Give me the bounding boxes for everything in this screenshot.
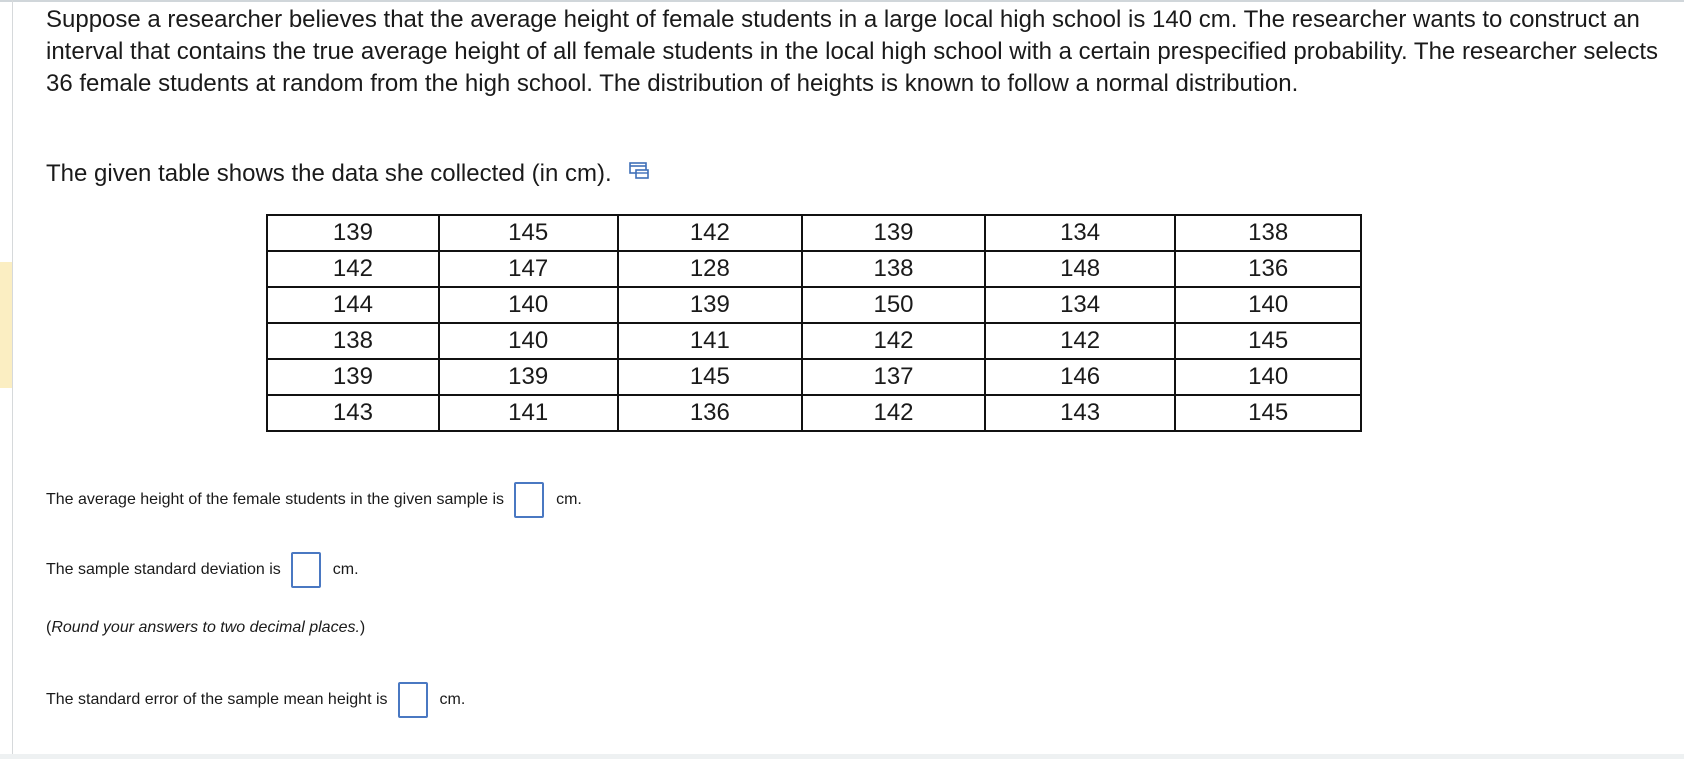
average-height-label: The average height of the female students in the given sample is (46, 491, 505, 508)
table-cell: 142 (618, 215, 803, 251)
table-cell: 142 (267, 251, 439, 287)
note-open-paren: ( (46, 619, 52, 636)
table-popup-icon[interactable] (628, 157, 652, 189)
table-cell: 138 (267, 323, 439, 359)
question-intro: Suppose a researcher believes that the average height of female students in a large local high school is 140 cm. The researcher wants to construct an interval that contains the true average height of all female students in the local high school with a certain prespecified probability. The researcher selects 36 female students at random from the high school. The distribution of heights is known to follow a normal distribution. (46, 6, 1659, 97)
table-cell: 144 (267, 287, 439, 323)
table-row (267, 395, 1361, 431)
top-border (0, 0, 1684, 2)
table-cell: 143 (985, 395, 1176, 431)
table-row (267, 323, 1361, 359)
table-cell: 146 (985, 359, 1176, 395)
table-cell: 145 (618, 359, 803, 395)
table-cell: 138 (1175, 215, 1361, 251)
table-cell: 141 (439, 395, 618, 431)
bottom-border (0, 754, 1684, 759)
table-cell: 139 (618, 287, 803, 323)
table-cell: 145 (1175, 395, 1361, 431)
table-cell: 136 (618, 395, 803, 431)
table-cell: 145 (1175, 323, 1361, 359)
table-cell: 139 (267, 359, 439, 395)
table-cell: 142 (802, 323, 985, 359)
table-cell: 137 (802, 359, 985, 395)
table-cell: 141 (618, 323, 803, 359)
height-data-table (266, 214, 1362, 432)
left-highlight-marker (0, 262, 12, 388)
table-cell: 140 (1175, 287, 1361, 323)
average-height-unit: cm. (556, 491, 582, 508)
table-cell: 150 (802, 287, 985, 323)
std-deviation-unit: cm. (332, 561, 359, 578)
question-content (46, 4, 1676, 187)
table-cell: 128 (618, 251, 803, 287)
table-cell: 148 (985, 251, 1176, 287)
table-row (267, 215, 1361, 251)
table-cell: 139 (802, 215, 985, 251)
table-row (267, 287, 1361, 323)
standard-error-input[interactable] (398, 682, 428, 718)
table-cell: 140 (439, 323, 618, 359)
table-cell: 140 (1175, 359, 1361, 395)
table-row (267, 359, 1361, 395)
standard-error-unit: cm. (439, 691, 466, 708)
table-intro-text: The given table shows the data she collected (in cm). (46, 160, 612, 187)
note-italic-text: Round your answers to two decimal places. (51, 619, 360, 636)
table-cell: 140 (439, 287, 618, 323)
std-deviation-input[interactable] (291, 552, 321, 588)
question-average-height (46, 482, 582, 518)
left-border (12, 0, 13, 759)
table-cell: 143 (267, 395, 439, 431)
average-height-input[interactable] (514, 482, 544, 518)
table-cell: 147 (439, 251, 618, 287)
table-cell: 134 (985, 287, 1176, 323)
standard-error-label: The standard error of the sample mean height is (46, 691, 388, 708)
table-row (267, 251, 1361, 287)
table-cell: 142 (985, 323, 1176, 359)
question-standard-error (46, 682, 465, 718)
question-std-deviation (46, 552, 359, 588)
table-cell: 134 (985, 215, 1176, 251)
std-deviation-label: The sample standard deviation is (46, 561, 281, 578)
table-intro-line (46, 158, 652, 190)
rounding-note (46, 619, 365, 637)
table-cell: 138 (802, 251, 985, 287)
table-cell: 145 (439, 215, 618, 251)
note-close-paren: ) (359, 619, 366, 636)
table-cell: 142 (802, 395, 985, 431)
table-cell: 139 (267, 215, 439, 251)
table-cell: 139 (439, 359, 618, 395)
table-cell: 136 (1175, 251, 1361, 287)
